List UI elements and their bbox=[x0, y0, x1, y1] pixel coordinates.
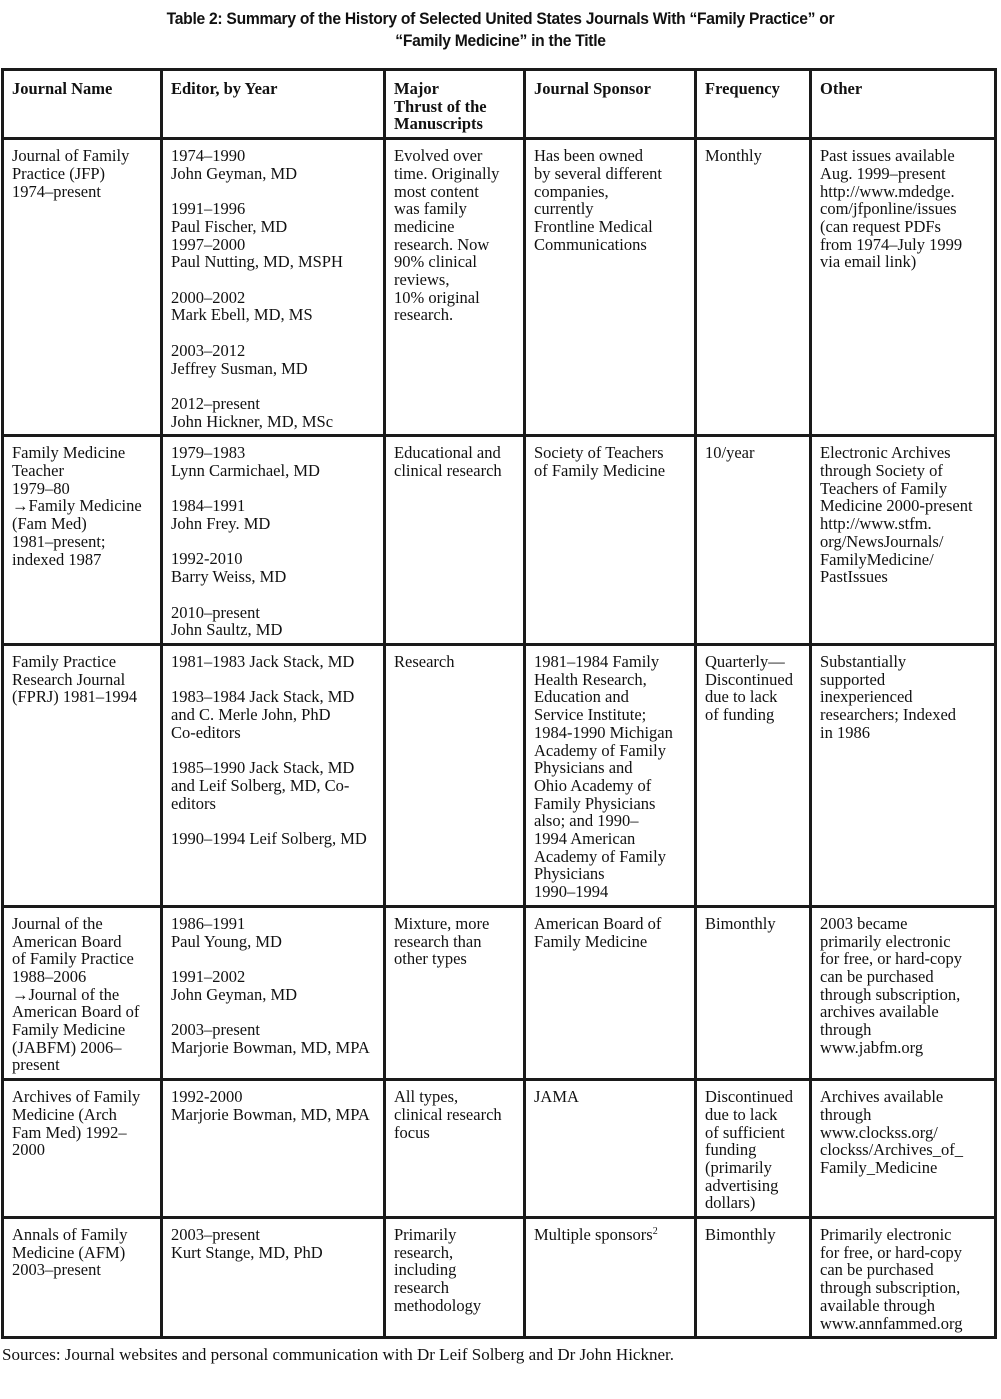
cell-text: John Geyman, MD bbox=[171, 984, 298, 1004]
cell-text: of sufficient bbox=[705, 1122, 785, 1142]
cell-text: Physicians bbox=[534, 864, 605, 884]
cell-text: www.clockss.org/ bbox=[820, 1122, 938, 1142]
editors-cell bbox=[162, 1218, 385, 1338]
cell-text: Electronic Archives bbox=[820, 443, 951, 463]
cell-text: 2000 bbox=[12, 1140, 45, 1160]
spacer bbox=[171, 324, 379, 342]
table-caption bbox=[40, 8, 961, 52]
cell-text: 2003–present bbox=[171, 1225, 260, 1245]
cell-text: Family Medicine bbox=[12, 443, 126, 463]
cell-text: Discontinued bbox=[705, 1087, 793, 1107]
cell-text: Annals of Family bbox=[12, 1225, 128, 1245]
header-text: Manuscripts bbox=[394, 114, 483, 134]
cell-text: Mixture, more bbox=[394, 913, 490, 933]
cell-text: Mark Ebell, MD, MS bbox=[171, 305, 313, 325]
journal-name-cell bbox=[3, 436, 162, 645]
cell-text: of funding bbox=[705, 705, 775, 725]
frequency-cell bbox=[696, 1218, 811, 1338]
cell-text: Marjorie Bowman, MD, MPA bbox=[171, 1104, 370, 1124]
cell-text: currently bbox=[534, 199, 594, 219]
cell-text: Research bbox=[394, 651, 455, 671]
cell-text: through subscription, bbox=[820, 1278, 961, 1298]
cell-text: Fam Med) 1992– bbox=[12, 1122, 127, 1142]
cell-text: com/jfponline/issues bbox=[820, 199, 957, 219]
cell-text: 90% clinical bbox=[394, 252, 477, 272]
cell-text: archives available bbox=[820, 1002, 939, 1022]
cell-text: research. Now bbox=[394, 234, 490, 254]
cell-text: 2000–2002 bbox=[171, 287, 246, 307]
cell-text: Physicians and bbox=[534, 758, 633, 778]
column-header-journal-sponsor bbox=[525, 70, 696, 139]
cell-text: Family Practice bbox=[12, 651, 117, 671]
cell-text: indexed 1987 bbox=[12, 549, 102, 569]
journal-name-cell bbox=[3, 1218, 162, 1338]
other-cell bbox=[811, 139, 996, 436]
cell-text: 2003–present bbox=[12, 1260, 101, 1280]
header-row bbox=[3, 70, 996, 139]
cell-text: advertising bbox=[705, 1175, 779, 1195]
cell-text: Jeffrey Susman, MD bbox=[171, 358, 308, 378]
cell-text: through bbox=[820, 1104, 872, 1124]
cell-text: American Board bbox=[12, 931, 122, 951]
cell-text: research. bbox=[394, 305, 454, 325]
spacer bbox=[171, 183, 379, 201]
cell-text: Primarily electronic bbox=[820, 1225, 952, 1245]
cell-text: (JABFM) 2006– bbox=[12, 1037, 122, 1057]
cell-text: 2010–present bbox=[171, 602, 260, 622]
cell-text: due to lack bbox=[705, 687, 778, 707]
sponsor-cell bbox=[525, 1218, 696, 1338]
spacer bbox=[171, 480, 379, 498]
cell-text: Has been owned bbox=[534, 146, 644, 166]
frequency-cell bbox=[696, 139, 811, 436]
cell-text: JAMA bbox=[534, 1087, 579, 1107]
cell-text: 1997–2000 bbox=[171, 234, 246, 254]
cell-text: Frontline Medical bbox=[534, 216, 653, 236]
column-header-editor-by-year bbox=[162, 70, 385, 139]
editors-cell bbox=[162, 644, 385, 906]
cell-text: John Saultz, MD bbox=[171, 620, 283, 640]
cell-text: 1979–1983 bbox=[171, 443, 246, 463]
cell-text: including bbox=[394, 1260, 457, 1280]
cell-text: 1981–present; bbox=[12, 531, 106, 551]
cell-text: research, bbox=[394, 1242, 454, 1262]
cell-text: methodology bbox=[394, 1295, 482, 1315]
cell-text: dollars) bbox=[705, 1193, 756, 1213]
cell-text: Service Institute; bbox=[534, 705, 647, 725]
spacer bbox=[171, 812, 379, 830]
cell-text: Journal of the bbox=[12, 913, 103, 933]
cell-text: 1991–1996 bbox=[171, 199, 246, 219]
cell-text: through bbox=[820, 1020, 872, 1040]
sponsor-cell bbox=[525, 139, 696, 436]
cell-text: Kurt Stange, MD, PhD bbox=[171, 1242, 323, 1262]
cell-text: due to lack bbox=[705, 1104, 778, 1124]
cell-text: 10% original bbox=[394, 287, 480, 307]
cell-text: http://www.mdedge. bbox=[820, 181, 955, 201]
column-header-frequency bbox=[696, 70, 811, 139]
cell-text: can be purchased bbox=[820, 1260, 934, 1280]
cell-text: FamilyMedicine/ bbox=[820, 549, 934, 569]
cell-text: (Fam Med) bbox=[12, 514, 87, 534]
cell-text: 1992-2010 bbox=[171, 549, 243, 569]
cell-text: Bimonthly bbox=[705, 1225, 776, 1245]
cell-text: John Frey. MD bbox=[171, 514, 271, 534]
cell-text: 1981–1983 Jack Stack, MD bbox=[171, 651, 355, 671]
cell-text: clinical research bbox=[394, 461, 502, 480]
cell-text: Archives of Family bbox=[12, 1087, 141, 1107]
cell-text: Substantially bbox=[820, 651, 907, 671]
cell-text: Academy of Family bbox=[534, 846, 666, 866]
cell-text: Evolved over bbox=[394, 146, 483, 166]
cell-text: of Family Medicine bbox=[534, 461, 666, 480]
cell-text: companies, bbox=[534, 181, 609, 201]
cell-text: Family Medicine bbox=[534, 931, 648, 951]
editors-cell bbox=[162, 139, 385, 436]
cell-text: →Journal of the bbox=[12, 984, 120, 1004]
cell-text: Health Research, bbox=[534, 669, 647, 689]
journal-name-cell bbox=[3, 139, 162, 436]
cell-text: 1981–1984 Family bbox=[534, 651, 660, 671]
cell-text: Academy of Family bbox=[534, 740, 666, 760]
frequency-cell bbox=[696, 1080, 811, 1218]
cell-text: 1988–2006 bbox=[12, 966, 87, 986]
footnote-marker: 2 bbox=[652, 1226, 658, 1238]
header-text: Journal Name bbox=[12, 79, 113, 98]
cell-text: (primarily bbox=[705, 1157, 772, 1177]
frequency-cell bbox=[696, 644, 811, 906]
spacer bbox=[171, 586, 379, 604]
cell-text: Educational and bbox=[394, 443, 501, 463]
header-text: Other bbox=[820, 79, 863, 98]
cell-text: John Hickner, MD, MSc bbox=[171, 411, 334, 431]
cell-text: PastIssues bbox=[820, 567, 888, 587]
column-header-journal-name bbox=[3, 70, 162, 139]
column-header-other bbox=[811, 70, 996, 139]
cell-text: 2012–present bbox=[171, 393, 260, 413]
cell-text: Family_Medicine bbox=[820, 1157, 938, 1177]
cell-text: for free, or hard-copy bbox=[820, 949, 963, 969]
header-text: Frequency bbox=[705, 79, 780, 98]
thrust-cell bbox=[385, 436, 525, 645]
cell-text: 1984-1990 Michigan bbox=[534, 722, 673, 742]
spacer bbox=[171, 377, 379, 395]
cell-text: www.annfammed.org bbox=[820, 1313, 963, 1333]
cell-text: Past issues available bbox=[820, 146, 955, 166]
thrust-cell bbox=[385, 1218, 525, 1338]
cell-text: 1990–1994 Leif Solberg, MD bbox=[171, 828, 367, 848]
cell-text: Paul Nutting, MD, MSPH bbox=[171, 252, 343, 272]
cell-text: 1974–1990 bbox=[171, 146, 246, 166]
cell-text: Multiple sponsors bbox=[534, 1225, 653, 1245]
cell-text: available through bbox=[820, 1295, 936, 1315]
cell-text: John Geyman, MD bbox=[171, 163, 298, 183]
editors-cell bbox=[162, 906, 385, 1079]
cell-text: 1991–2002 bbox=[171, 966, 246, 986]
column-header-major-thrust bbox=[385, 70, 525, 139]
cell-text: also; and 1990– bbox=[534, 811, 639, 831]
sponsor-cell bbox=[525, 1080, 696, 1218]
cell-text: most content bbox=[394, 181, 479, 201]
other-cell bbox=[811, 644, 996, 906]
cell-text: supported bbox=[820, 669, 886, 689]
cell-text: Family Medicine bbox=[12, 1020, 126, 1040]
cell-text: other types bbox=[394, 949, 467, 969]
spacer bbox=[171, 271, 379, 289]
cell-text: 1984–1991 bbox=[171, 496, 246, 516]
other-cell bbox=[811, 1080, 996, 1218]
cell-text: time. Originally bbox=[394, 163, 500, 183]
cell-text: Paul Fischer, MD bbox=[171, 216, 288, 236]
cell-text: →Family Medicine bbox=[12, 496, 142, 516]
cell-text-with-footnote bbox=[534, 1226, 690, 1244]
cell-text: clockss/Archives_of_ bbox=[820, 1140, 963, 1160]
frequency-cell bbox=[696, 906, 811, 1079]
spacer bbox=[171, 741, 379, 759]
table-row bbox=[3, 436, 996, 645]
caption-line-2: “Family Medicine” in the Title bbox=[395, 31, 606, 50]
cell-text: (can request PDFs bbox=[820, 216, 941, 236]
cell-text: in 1986 bbox=[820, 722, 870, 742]
cell-text: 2003 became bbox=[820, 913, 908, 933]
cell-text: Archives available bbox=[820, 1087, 944, 1107]
cell-text: through subscription, bbox=[820, 984, 961, 1004]
cell-text: focus bbox=[394, 1122, 430, 1142]
table-row bbox=[3, 906, 996, 1079]
journal-name-cell bbox=[3, 906, 162, 1079]
cell-text: Monthly bbox=[705, 146, 762, 166]
cell-text: and Leif Solberg, MD, Co- bbox=[171, 775, 350, 795]
cell-text: American Board of bbox=[12, 1002, 140, 1022]
thrust-cell bbox=[385, 906, 525, 1079]
cell-text: American Board of bbox=[534, 913, 662, 933]
header-text: Editor, by Year bbox=[171, 79, 278, 98]
cell-text: 1985–1990 Jack Stack, MD bbox=[171, 758, 355, 778]
cell-text: medicine bbox=[394, 216, 455, 236]
cell-text: Quarterly— bbox=[705, 651, 785, 671]
cell-text: Co-editors bbox=[171, 722, 241, 742]
cell-text: Paul Young, MD bbox=[171, 931, 282, 951]
frequency-cell bbox=[696, 436, 811, 645]
cell-text: Ohio Academy of bbox=[534, 775, 652, 795]
cell-text: Medicine (AFM) bbox=[12, 1242, 126, 1262]
sponsor-cell bbox=[525, 436, 696, 645]
cell-text: org/NewsJournals/ bbox=[820, 531, 944, 551]
cell-text: present bbox=[12, 1055, 60, 1075]
cell-text: All types, bbox=[394, 1087, 459, 1107]
cell-text: Journal of Family bbox=[12, 146, 130, 166]
cell-text: 1983–1984 Jack Stack, MD bbox=[171, 687, 355, 707]
journal-name-cell bbox=[3, 644, 162, 906]
cell-text: 1994 American bbox=[534, 829, 636, 849]
journal-name-cell bbox=[3, 1080, 162, 1218]
editors-cell bbox=[162, 1080, 385, 1218]
cell-text: http://www.stfm. bbox=[820, 514, 932, 534]
table-row bbox=[3, 1080, 996, 1218]
sources-note: Sources: Journal websites and personal communication with Dr Leif Solberg and Dr John Hickner. bbox=[2, 1345, 674, 1364]
cell-text: can be purchased bbox=[820, 966, 934, 986]
cell-text: www.jabfm.org bbox=[820, 1037, 924, 1057]
editors-cell bbox=[162, 436, 385, 645]
cell-text: 1990–1994 bbox=[534, 882, 609, 902]
spacer bbox=[171, 671, 379, 689]
cell-text: Medicine 2000-present bbox=[820, 496, 973, 516]
cell-text: clinical research bbox=[394, 1104, 502, 1124]
cell-text: by several different bbox=[534, 163, 662, 183]
other-cell bbox=[811, 906, 996, 1079]
cell-text: Barry Weiss, MD bbox=[171, 567, 287, 587]
thrust-cell bbox=[385, 139, 525, 436]
table-row bbox=[3, 139, 996, 436]
cell-text: (FPRJ) 1981–1994 bbox=[12, 687, 138, 707]
cell-text: from 1974–July 1999 bbox=[820, 234, 963, 254]
cell-text: researchers; Indexed bbox=[820, 705, 957, 725]
spacer bbox=[171, 533, 379, 551]
sponsor-cell bbox=[525, 906, 696, 1079]
cell-text: Aug. 1999–present bbox=[820, 163, 946, 183]
cell-text: Research Journal bbox=[12, 669, 126, 689]
thrust-cell bbox=[385, 644, 525, 906]
header-text: Major bbox=[394, 79, 439, 98]
cell-text: 1992-2000 bbox=[171, 1087, 243, 1107]
table-row bbox=[3, 1218, 996, 1338]
cell-text: Practice (JFP) bbox=[12, 163, 106, 183]
cell-text: Teachers of Family bbox=[820, 478, 948, 498]
cell-text: Education and bbox=[534, 687, 629, 707]
cell-text: 1979–80 bbox=[12, 478, 70, 498]
spacer bbox=[171, 1003, 379, 1021]
journals-history-table bbox=[1, 68, 997, 1339]
other-cell bbox=[811, 1218, 996, 1338]
cell-text: editors bbox=[171, 793, 216, 813]
cell-text: funding bbox=[705, 1140, 757, 1160]
cell-text: research than bbox=[394, 931, 482, 951]
cell-text: Teacher bbox=[12, 461, 64, 480]
cell-text: 1974–present bbox=[12, 181, 101, 201]
cell-text: reviews, bbox=[394, 270, 450, 290]
cell-text: Lynn Carmichael, MD bbox=[171, 461, 320, 480]
sponsor-cell bbox=[525, 644, 696, 906]
cell-text: Society of Teachers bbox=[534, 443, 664, 463]
cell-text: Bimonthly bbox=[705, 913, 776, 933]
header-text: Journal Sponsor bbox=[534, 79, 651, 98]
cell-text: for free, or hard-copy bbox=[820, 1242, 963, 1262]
cell-text: inexperienced bbox=[820, 687, 913, 707]
cell-text: via email link) bbox=[820, 252, 917, 272]
cell-text: 10/year bbox=[705, 443, 755, 463]
cell-text: 1986–1991 bbox=[171, 913, 246, 933]
table-row bbox=[3, 644, 996, 906]
cell-text: Communications bbox=[534, 234, 647, 254]
cell-text: 2003–2012 bbox=[171, 340, 246, 360]
cell-text: Marjorie Bowman, MD, MPA bbox=[171, 1037, 370, 1057]
cell-text: Medicine (Arch bbox=[12, 1104, 117, 1124]
cell-text: research bbox=[394, 1278, 449, 1298]
thrust-cell bbox=[385, 1080, 525, 1218]
cell-text: and C. Merle John, PhD bbox=[171, 705, 331, 725]
caption-line-1: Table 2: Summary of the History of Selected United States Journals With “Family Practice” or bbox=[166, 9, 835, 28]
header-text: Thrust of the bbox=[394, 96, 487, 116]
table-body bbox=[3, 139, 996, 1338]
spacer bbox=[171, 950, 379, 968]
cell-text: of Family Practice bbox=[12, 949, 134, 969]
cell-text: Discontinued bbox=[705, 669, 793, 689]
cell-text: Primarily bbox=[394, 1225, 457, 1245]
other-cell bbox=[811, 436, 996, 645]
cell-text: was family bbox=[394, 199, 467, 219]
cell-text: through Society of bbox=[820, 461, 943, 480]
cell-text: 2003–present bbox=[171, 1020, 260, 1040]
cell-text: primarily electronic bbox=[820, 931, 951, 951]
cell-text: Family Physicians bbox=[534, 793, 656, 813]
